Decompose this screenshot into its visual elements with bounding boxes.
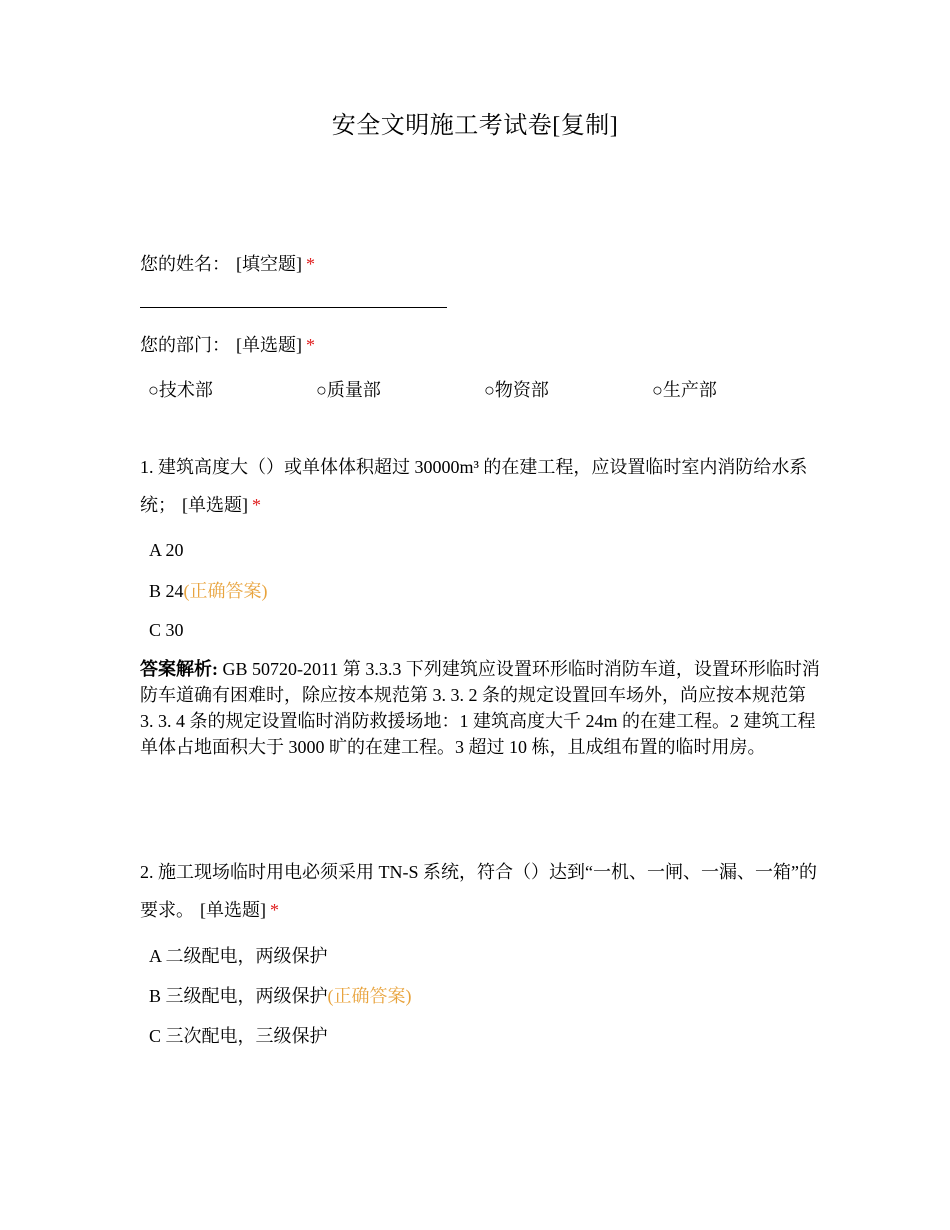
question-type-tag: [单选题] xyxy=(182,495,248,515)
question-type-tag: [单选题] xyxy=(200,900,266,920)
q1-option-b[interactable] xyxy=(149,579,268,603)
correct-answer-badge: (正确答案) xyxy=(327,986,412,1006)
page-title: 安全文明施工考试卷[复制] xyxy=(331,113,619,139)
q1-option-b-text: B 24 xyxy=(149,581,184,601)
question-type-tag: [填空题] xyxy=(236,254,302,274)
q2-option-a[interactable]: A 二级配电，两级保护 xyxy=(149,946,328,966)
dept-options xyxy=(148,372,848,408)
dept-option-materials[interactable]: ○物资部 xyxy=(484,380,549,400)
required-mark: * xyxy=(306,335,315,355)
required-mark: * xyxy=(252,495,261,515)
question-2 xyxy=(140,853,820,929)
analysis-text: GB 50720-2011 第 3.3.3 下列建筑应设置环形临时消防车道，设置环形临时消防车道确有困难时，除应按本规范第 3. 3. 2 条的规定设置回车场外，尚应按本规范第 3. 3. 4 条的规定设置临时消防救援场地：1 建筑高度大千 24m 的在建工程。2 建筑工程单体占地面积大于 3000 旷的在建工程。3 超过 10 栋，且成组布置的临时用房。 xyxy=(140,659,820,757)
question-1 xyxy=(140,448,820,524)
analysis-label: 答案解析: xyxy=(140,659,218,679)
question-2-text: 2. 施工现场临时用电必须采用 TN-S 系统，符合（）达到“一机、一闸、一漏、一箱”的要求。 xyxy=(140,862,817,920)
q2-option-b[interactable] xyxy=(149,984,412,1008)
dept-question xyxy=(140,326,820,364)
question-type-tag: [单选题] xyxy=(236,335,302,355)
name-question xyxy=(140,245,820,283)
dept-option-quality[interactable]: ○质量部 xyxy=(316,380,381,400)
dept-question-label: 您的部门： xyxy=(140,335,230,355)
correct-answer-badge: (正确答案) xyxy=(183,581,268,601)
question-1-text: 1. 建筑高度大（）或单体体积超过 30000m³ 的在建工程，应设置临时室内消防给水系统； xyxy=(140,457,808,515)
q2-option-b-text: B 三级配电，两级保护 xyxy=(149,986,328,1006)
q1-option-c[interactable]: C 30 xyxy=(149,620,184,640)
name-fill-blank[interactable] xyxy=(140,307,447,308)
required-mark: * xyxy=(306,254,315,274)
dept-option-tech[interactable]: ○技术部 xyxy=(148,380,213,400)
q2-option-c[interactable]: C 三次配电，三级保护 xyxy=(149,1026,328,1046)
dept-option-production[interactable]: ○生产部 xyxy=(652,380,717,400)
name-question-label: 您的姓名： xyxy=(140,254,230,274)
q1-option-a[interactable]: A 20 xyxy=(149,540,184,560)
required-mark: * xyxy=(270,900,279,920)
answer-analysis xyxy=(140,656,820,760)
